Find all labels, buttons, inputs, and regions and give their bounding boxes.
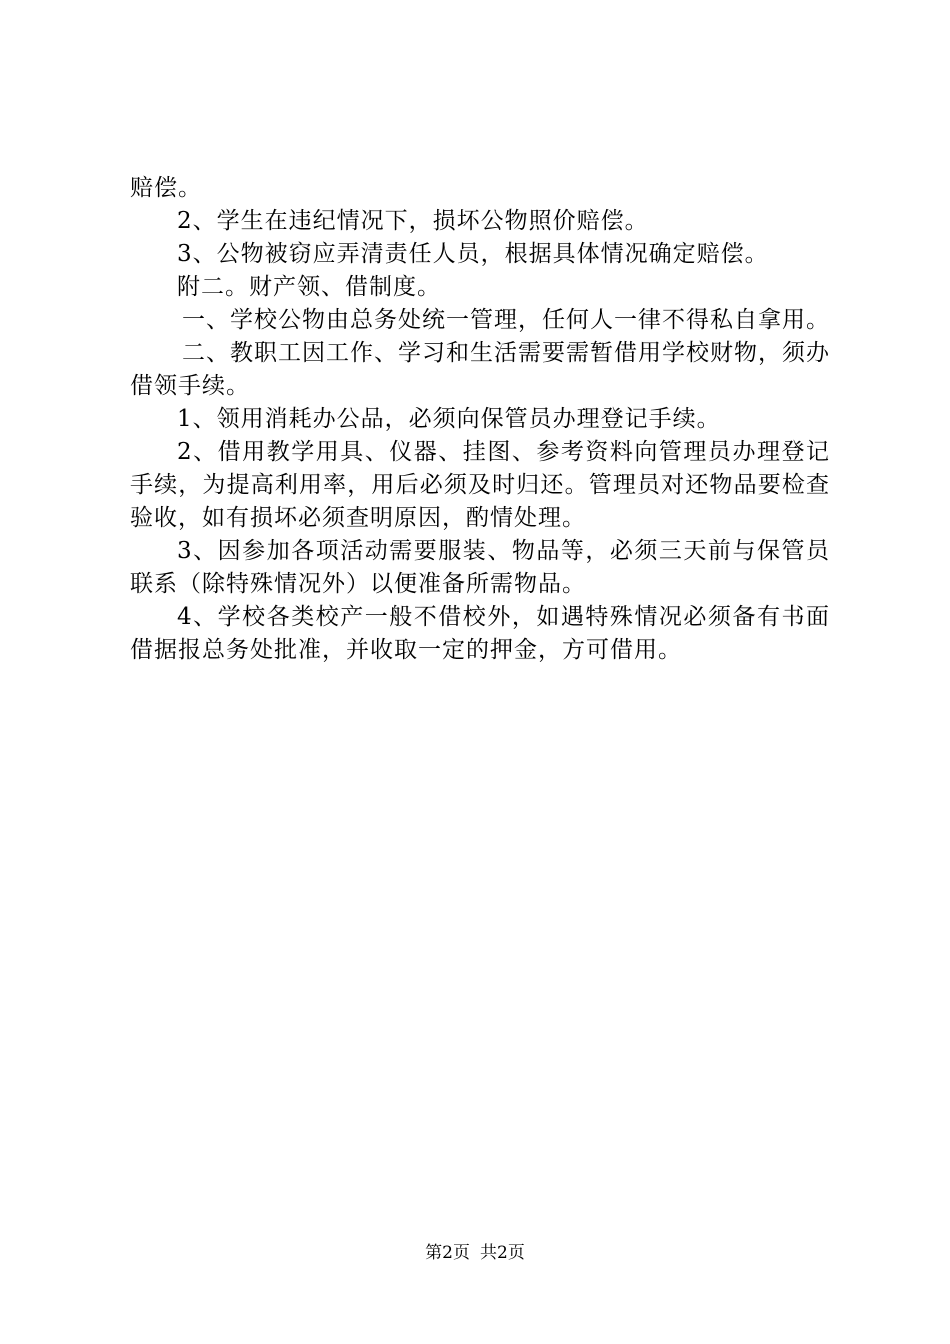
paragraph-student-damage: 2、学生在违纪情况下，损坏公物照价赔偿。 (177, 208, 649, 234)
paragraph-theft-responsibility: 3、公物被窃应弄清责任人员，根据具体情况确定赔偿。 (177, 241, 769, 267)
paragraph-compensation-continued: 赔偿。 (130, 175, 202, 201)
section-heading-appendix-two: 附二。财产领、借制度。 (177, 274, 441, 300)
paragraph-unified-management: 一、学校公物由总务处统一管理，任何人一律不得私自拿用。 (182, 307, 830, 333)
page-footer (0, 1242, 950, 1264)
page-number-current: 第2页 (425, 1243, 470, 1263)
document-body (130, 172, 830, 667)
page-number-total: 共2页 (480, 1243, 525, 1263)
paragraph-teaching-tools: 2、借用教学用具、仪器、挂图、参考资料向管理员办理登记手续，为提高利用率，用后必须及时归还。管理员对还物品要检查验收，如有损坏必须查明原因，酌情处理。 (130, 439, 830, 531)
paragraph-external-lending: 4、学校各类校产一般不借校外，如遇特殊情况必须备有书面借据报总务处批准，并收取一定的押金，方可借用。 (130, 604, 830, 663)
paragraph-activity-items: 3、因参加各项活动需要服装、物品等，必须三天前与保管员联系（除特殊情况外）以便准备所需物品。 (130, 538, 830, 597)
paragraph-consumables: 1、领用消耗办公品，必须向保管员办理登记手续。 (177, 406, 721, 432)
paragraph-borrowing-procedure: 二、教职工因工作、学习和生活需要需暂借用学校财物，须办借领手续。 (130, 340, 830, 399)
